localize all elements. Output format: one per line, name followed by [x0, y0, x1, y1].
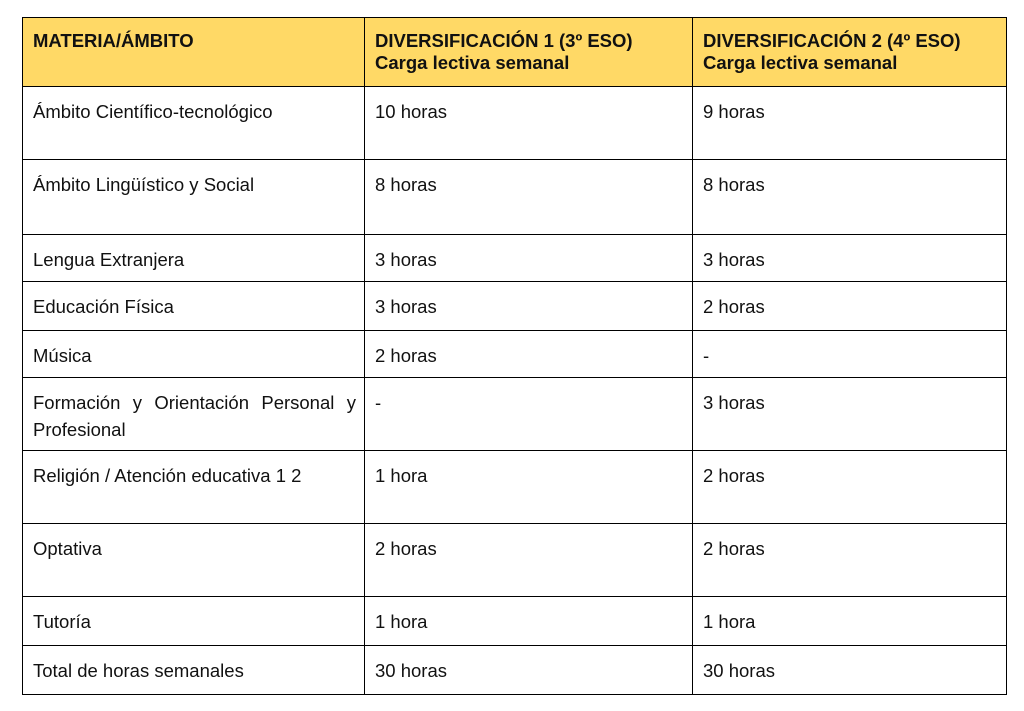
cell-materia: Ámbito Científico-tecnológico	[23, 87, 365, 160]
table-row	[23, 597, 1007, 646]
cell-div1: 3 horas	[365, 235, 693, 282]
schedule-table	[22, 17, 1007, 695]
cell-div1: 1 hora	[365, 451, 693, 524]
table-row	[23, 451, 1007, 524]
cell-div2: 2 horas	[693, 282, 1007, 331]
cell-div2: 8 horas	[693, 160, 1007, 235]
cell-div1: 30 horas	[365, 646, 693, 695]
cell-div1: 3 horas	[365, 282, 693, 331]
table-row	[23, 87, 1007, 160]
cell-materia: Total de horas semanales	[23, 646, 365, 695]
cell-div2: 3 horas	[693, 378, 1007, 451]
table-row	[23, 282, 1007, 331]
cell-div2: 1 hora	[693, 597, 1007, 646]
cell-div1: 1 hora	[365, 597, 693, 646]
table-row	[23, 524, 1007, 597]
header-div1-subtitle: Carga lectiva semanal	[375, 52, 570, 73]
cell-div2: 2 horas	[693, 524, 1007, 597]
table-row	[23, 160, 1007, 235]
table-row	[23, 235, 1007, 282]
schedule-table-container	[22, 17, 1006, 695]
cell-div1: 2 horas	[365, 331, 693, 378]
table-row	[23, 646, 1007, 695]
cell-div2: 2 horas	[693, 451, 1007, 524]
header-div2-subtitle: Carga lectiva semanal	[703, 52, 898, 73]
header-materia	[23, 18, 365, 87]
table-row	[23, 331, 1007, 378]
cell-materia: Música	[23, 331, 365, 378]
cell-div1: -	[365, 378, 693, 451]
header-diversificacion-1	[365, 18, 693, 87]
cell-div1: 2 horas	[365, 524, 693, 597]
cell-materia: Optativa	[23, 524, 365, 597]
cell-materia: Educación Física	[23, 282, 365, 331]
header-diversificacion-2	[693, 18, 1007, 87]
cell-div2: 30 horas	[693, 646, 1007, 695]
cell-div1: 10 horas	[365, 87, 693, 160]
cell-materia: Lengua Extranjera	[23, 235, 365, 282]
cell-div2: -	[693, 331, 1007, 378]
header-div1-title: DIVERSIFICACIÓN 1 (3º ESO)	[375, 30, 633, 51]
cell-div2: 9 horas	[693, 87, 1007, 160]
cell-materia: Religión / Atención educativa 1 2	[23, 451, 365, 524]
table-row	[23, 378, 1007, 451]
header-div2-title: DIVERSIFICACIÓN 2 (4º ESO)	[703, 30, 961, 51]
cell-materia: Tutoría	[23, 597, 365, 646]
table-header-row	[23, 18, 1007, 87]
cell-materia: Formación y Orientación Personal y Profesional	[23, 378, 365, 451]
cell-div2: 3 horas	[693, 235, 1007, 282]
cell-materia: Ámbito Lingüístico y Social	[23, 160, 365, 235]
header-materia-label: MATERIA/ÁMBITO	[33, 30, 194, 51]
cell-div1: 8 horas	[365, 160, 693, 235]
